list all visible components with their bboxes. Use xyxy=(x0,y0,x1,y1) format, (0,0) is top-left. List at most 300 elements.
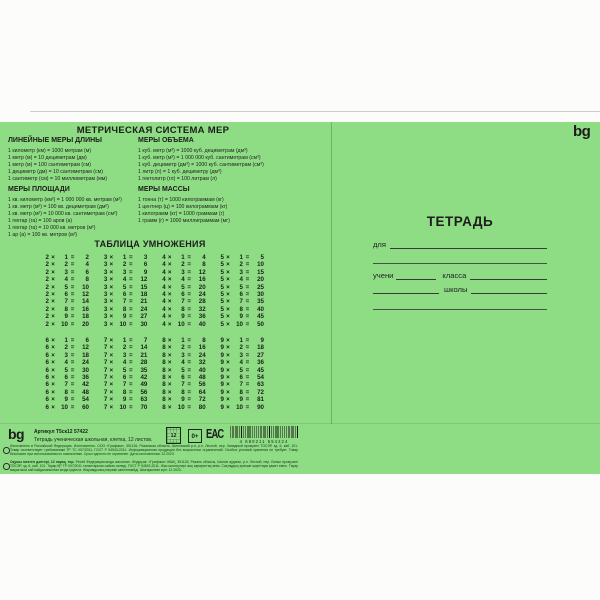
legal-lead: Оқушы мектеп дәптері, 12 парақ, тор. xyxy=(10,460,75,464)
times-sign: × xyxy=(51,276,55,284)
times-sign: × xyxy=(167,359,172,367)
factor: 2 xyxy=(45,283,49,291)
multiplication-row xyxy=(98,389,147,396)
equals-sign: = xyxy=(129,268,133,276)
times-sign: × xyxy=(51,283,55,291)
metric-conversion-line: 1 литр (л) = 1 куб. дециметру (дм³) xyxy=(138,169,222,175)
product: 15 xyxy=(257,268,264,276)
write-line xyxy=(390,239,547,249)
times-sign: × xyxy=(167,374,172,382)
factor: 9 xyxy=(220,381,224,389)
multiplier: 7 xyxy=(122,298,127,306)
factor: 9 xyxy=(220,351,224,359)
product: 24 xyxy=(82,359,89,367)
multiplier: 3 xyxy=(64,351,68,359)
multiplier: 9 xyxy=(181,313,185,321)
times-sign: × xyxy=(109,283,114,291)
multiplication-row xyxy=(157,396,206,403)
factor: 8 xyxy=(162,374,166,382)
times-sign: × xyxy=(51,320,55,328)
panel-fold-divider xyxy=(331,122,332,424)
multiplication-row xyxy=(98,374,147,381)
multiplication-row xyxy=(98,306,147,313)
multiplication-row xyxy=(157,404,206,411)
multiplier: 3 xyxy=(64,268,68,276)
multiplier: 2 xyxy=(181,344,185,352)
equals-sign: = xyxy=(129,291,133,299)
times-sign: × xyxy=(226,381,230,389)
product: 40 xyxy=(198,320,206,328)
factor: 3 xyxy=(103,305,108,313)
multiplier: 4 xyxy=(181,359,185,367)
equals-sign: = xyxy=(129,305,133,313)
paragraph-mark-icon xyxy=(3,463,10,470)
multiplication-row xyxy=(157,254,206,261)
times-sign: × xyxy=(167,344,172,352)
multiplication-row xyxy=(215,321,264,328)
product: 8 xyxy=(202,337,206,344)
factor: 8 xyxy=(162,403,166,411)
equals-sign: = xyxy=(129,374,133,382)
multiplier: 9 xyxy=(64,396,68,404)
multiplication-row xyxy=(40,298,89,305)
product: 6 xyxy=(85,268,89,276)
product: 54 xyxy=(257,374,264,382)
product: 72 xyxy=(198,396,206,404)
equals-sign: = xyxy=(245,283,250,291)
equals-sign: = xyxy=(129,261,133,269)
multiplication-row xyxy=(98,298,147,305)
equals-sign: = xyxy=(245,305,250,313)
equals-sign: = xyxy=(70,344,75,352)
times-sign: × xyxy=(51,254,55,261)
product: 49 xyxy=(140,381,148,389)
multiplier: 5 xyxy=(64,283,68,291)
legal-text-ru: Изготовлено в Российской Федерации. Изготовитель: ООО «Графика», 391126, Рязанская область, Шиловский р-н, р.п. Лесной, пер. Западный промузел ТОСЭР, зд. 6, каб. 101. Товар соответствует требованиям ТР ТС 007/2011, ГОСТ Р 54543-2011. Информационная продукция без возрастных ограничений. Особых условий хранения не требует. Товар безопасен при использовании по назначению. Срок годности не ограничен. Дата изготовления: 12.2023. xyxy=(10,444,298,456)
multiplication-row xyxy=(215,367,264,374)
times-sign: × xyxy=(226,283,230,291)
factor: 9 xyxy=(220,359,224,367)
equals-sign: = xyxy=(129,359,133,367)
product: 12 xyxy=(140,276,148,284)
product: 27 xyxy=(257,351,264,359)
factor: 8 xyxy=(162,396,166,404)
product: 20 xyxy=(82,320,89,328)
multiplier: 8 xyxy=(122,388,127,396)
factor: 6 xyxy=(45,344,49,352)
multiplier: 4 xyxy=(64,276,68,284)
metric-conversion-line: 1 тонна (т) = 1000 килограммам (кг) xyxy=(138,197,224,203)
product: 12 xyxy=(198,268,206,276)
factor: 3 xyxy=(103,320,108,328)
product: 21 xyxy=(140,298,148,306)
product: 56 xyxy=(140,388,148,396)
times-sign: × xyxy=(226,305,230,313)
product: 25 xyxy=(257,283,264,291)
multiplication-row xyxy=(40,404,89,411)
metric-conversion-line: 1 килограмм (кг) = 1000 граммам (г) xyxy=(138,211,225,217)
factor: 5 xyxy=(220,313,224,321)
factor: 7 xyxy=(103,359,108,367)
equals-sign: = xyxy=(70,320,75,328)
times-sign: × xyxy=(167,351,172,359)
multiplication-row xyxy=(40,261,89,268)
times-sign: × xyxy=(51,344,55,352)
product: 64 xyxy=(198,388,206,396)
equals-sign: = xyxy=(245,351,250,359)
factor: 4 xyxy=(162,261,166,269)
multiplier: 10 xyxy=(119,320,127,328)
times-sign: × xyxy=(51,388,55,396)
metric-section-title: МЕРЫ МАССЫ xyxy=(138,186,190,193)
metric-conversion-line: 1 куб. метр (м³) = 1000 куб. дециметрам (дм³) xyxy=(138,148,248,154)
metric-conversion-line: 1 гектар (га) = 100 аров (а) xyxy=(8,218,73,224)
factor: 2 xyxy=(45,254,49,261)
write-line xyxy=(373,284,439,294)
factor: 5 xyxy=(220,298,224,306)
product: 45 xyxy=(257,366,264,374)
product: 14 xyxy=(140,344,148,352)
factor: 7 xyxy=(103,351,108,359)
factor: 4 xyxy=(162,291,166,299)
multiplier: 4 xyxy=(181,276,185,284)
multiplication-row xyxy=(40,389,89,396)
metric-conversion-line: 1 метр (м) = 100 сантиметрам (см) xyxy=(8,162,92,168)
product: 42 xyxy=(82,381,89,389)
multiplication-row xyxy=(157,291,206,298)
equals-sign: = xyxy=(187,268,191,276)
equals-sign: = xyxy=(70,313,75,321)
factor: 9 xyxy=(220,388,224,396)
equals-sign: = xyxy=(70,374,75,382)
multiplier: 8 xyxy=(239,388,243,396)
times-sign: × xyxy=(109,313,114,321)
times-sign: × xyxy=(167,337,172,344)
times-sign: × xyxy=(51,359,55,367)
metric-section-title: ЛИНЕЙНЫЕ МЕРЫ ДЛИНЫ xyxy=(8,137,103,144)
equals-sign: = xyxy=(70,337,75,344)
multiplication-row xyxy=(40,276,89,283)
equals-sign: = xyxy=(129,283,133,291)
times-sign: × xyxy=(109,337,114,344)
write-line xyxy=(396,270,436,280)
multiplication-row xyxy=(157,367,206,374)
factor: 3 xyxy=(103,291,108,299)
metric-conversion-line: 1 центнер (ц) = 100 килограммам (кг) xyxy=(138,204,228,210)
product: 12 xyxy=(82,291,89,299)
multiplier: 7 xyxy=(64,381,68,389)
multiplication-row xyxy=(215,381,264,388)
multiplier: 7 xyxy=(239,298,243,306)
multiplier: 9 xyxy=(122,313,127,321)
multiplication-column xyxy=(157,337,206,411)
multiplication-row xyxy=(215,313,264,320)
multiplication-block-top xyxy=(40,254,264,328)
times-sign: × xyxy=(226,261,230,269)
times-sign: × xyxy=(109,366,114,374)
times-sign: × xyxy=(109,291,114,299)
product: 45 xyxy=(257,313,264,321)
equals-sign: = xyxy=(70,283,75,291)
barcode-bars-icon xyxy=(230,426,298,438)
factor: 8 xyxy=(162,388,166,396)
factor: 4 xyxy=(162,305,166,313)
times-sign: × xyxy=(51,374,55,382)
factor: 9 xyxy=(220,337,224,344)
multiplication-row xyxy=(40,306,89,313)
equals-sign: = xyxy=(129,276,133,284)
factor: 8 xyxy=(162,381,166,389)
multiplier: 2 xyxy=(181,261,185,269)
times-sign: × xyxy=(167,320,172,328)
product: 72 xyxy=(257,388,264,396)
times-sign: × xyxy=(109,396,114,404)
product: 35 xyxy=(257,298,264,306)
write-line xyxy=(471,284,547,294)
equals-sign: = xyxy=(129,366,133,374)
multiplication-row xyxy=(157,313,206,320)
product: 16 xyxy=(82,305,89,313)
for-label: для xyxy=(373,240,386,249)
factor: 8 xyxy=(162,344,166,352)
product: 80 xyxy=(198,403,206,411)
multiplier: 2 xyxy=(239,261,243,269)
metric-conversion-line: 1 дециметр (дм) = 10 сантиметрам (см) xyxy=(8,169,103,175)
multiplier: 6 xyxy=(239,374,243,382)
product: 42 xyxy=(140,374,148,382)
metric-conversion-line: 1 куб. дециметр (дм³) = 1000 куб. сантиметрам (см³) xyxy=(138,162,264,168)
factor: 5 xyxy=(220,305,224,313)
multiplication-row xyxy=(98,352,147,359)
multiplier: 10 xyxy=(177,320,185,328)
factor: 7 xyxy=(103,374,108,382)
product: 81 xyxy=(257,396,264,404)
product: 4 xyxy=(202,254,206,261)
times-sign: × xyxy=(51,351,55,359)
paragraph-mark-icon xyxy=(3,447,10,454)
multiplication-row xyxy=(215,298,264,305)
multiplication-row xyxy=(40,291,89,298)
metric-conversion-line: 1 грамм (г) = 1000 миллиграммам (мг) xyxy=(138,218,230,224)
equals-sign: = xyxy=(245,268,250,276)
metric-section-title: МЕРЫ ПЛОЩАДИ xyxy=(8,186,70,193)
times-sign: × xyxy=(226,276,230,284)
product: 21 xyxy=(140,351,148,359)
multiplication-row xyxy=(98,404,147,411)
factor: 7 xyxy=(103,403,108,411)
factor: 7 xyxy=(103,396,108,404)
product: 7 xyxy=(143,337,148,344)
product: 6 xyxy=(85,337,89,344)
product: 60 xyxy=(82,403,89,411)
product: 24 xyxy=(198,351,206,359)
factor: 8 xyxy=(162,337,166,344)
product: 90 xyxy=(257,403,264,411)
factor: 9 xyxy=(220,344,224,352)
multiplier: 6 xyxy=(122,374,127,382)
multiplier: 4 xyxy=(239,359,243,367)
equals-sign: = xyxy=(245,313,250,321)
equals-sign: = xyxy=(187,261,191,269)
product: 35 xyxy=(140,366,148,374)
factor: 9 xyxy=(220,403,224,411)
multiplication-column xyxy=(157,254,206,328)
multiplication-row xyxy=(157,389,206,396)
times-sign: × xyxy=(51,337,55,344)
factor: 3 xyxy=(103,254,108,261)
product: 2 xyxy=(85,254,89,261)
factor: 7 xyxy=(103,388,108,396)
equals-sign: = xyxy=(129,298,133,306)
product: 48 xyxy=(82,388,89,396)
product: 15 xyxy=(140,283,148,291)
product: 24 xyxy=(198,291,206,299)
product: 18 xyxy=(140,291,148,299)
multiplication-row xyxy=(215,269,264,276)
multiplier: 6 xyxy=(64,374,68,382)
factor: 7 xyxy=(103,337,108,344)
multiplication-column xyxy=(40,337,89,411)
multiplier: 4 xyxy=(239,276,243,284)
factor: 6 xyxy=(45,351,49,359)
multiplier: 5 xyxy=(239,283,243,291)
times-sign: × xyxy=(226,291,230,299)
product: 63 xyxy=(257,381,264,389)
equals-sign: = xyxy=(187,403,191,411)
product-description: Тетрадь ученическая школьная, клетка, 12 листов. xyxy=(34,437,153,443)
multiplication-row xyxy=(157,321,206,328)
multiplication-row xyxy=(40,254,89,261)
equals-sign: = xyxy=(245,403,250,411)
multiplier: 9 xyxy=(122,396,127,404)
equals-sign: = xyxy=(187,381,191,389)
factor: 3 xyxy=(103,276,108,284)
equals-sign: = xyxy=(129,337,133,344)
factor: 2 xyxy=(45,298,49,306)
factor: 8 xyxy=(162,359,166,367)
equals-sign: = xyxy=(187,374,191,382)
product: 40 xyxy=(257,305,264,313)
product: 10 xyxy=(257,261,264,269)
metric-section xyxy=(138,186,300,225)
equals-sign: = xyxy=(245,381,250,389)
multiplier: 5 xyxy=(122,283,127,291)
multiplier: 5 xyxy=(64,366,68,374)
product: 63 xyxy=(140,396,148,404)
times-sign: × xyxy=(226,313,230,321)
product: 8 xyxy=(202,261,206,269)
factor: 6 xyxy=(45,337,49,344)
equals-sign: = xyxy=(245,254,250,261)
multiplication-column xyxy=(215,337,264,411)
times-sign: × xyxy=(167,403,172,411)
multiplier: 2 xyxy=(122,344,127,352)
equals-sign: = xyxy=(129,320,133,328)
multiplication-row xyxy=(40,352,89,359)
multiplication-row xyxy=(40,367,89,374)
school-label: школы xyxy=(444,285,468,294)
equals-sign: = xyxy=(70,381,75,389)
equals-sign: = xyxy=(70,396,75,404)
barcode xyxy=(230,426,298,444)
metric-section xyxy=(8,137,136,183)
equals-sign: = xyxy=(245,291,250,299)
class-label: класса xyxy=(442,271,467,280)
form-row-for xyxy=(373,239,547,249)
multiplication-row xyxy=(98,337,147,344)
product: 18 xyxy=(82,351,89,359)
notebook-title: ТЕТРАДЬ xyxy=(426,214,494,229)
times-sign: × xyxy=(51,313,55,321)
metric-conversion-line: 1 куб. метр (м³) = 1 000 000 куб. сантиметрам (см³) xyxy=(138,155,261,161)
factor: 5 xyxy=(220,320,224,328)
factor: 2 xyxy=(45,305,49,313)
multiplier: 1 xyxy=(239,254,243,261)
multiplication-row xyxy=(157,359,206,366)
multiplier: 1 xyxy=(64,254,68,261)
multiplier: 6 xyxy=(64,291,68,299)
equals-sign: = xyxy=(245,388,250,396)
multiplier: 3 xyxy=(122,351,127,359)
multiplier: 7 xyxy=(122,381,127,389)
times-sign: × xyxy=(226,337,230,344)
times-sign: × xyxy=(109,374,114,382)
product: 36 xyxy=(257,359,264,367)
metric-conversion-line: 1 кв. метр (м²) = 100 кв. дециметрам (дм²) xyxy=(8,204,109,210)
sheets-grid-badge-icon xyxy=(166,427,181,444)
factor: 5 xyxy=(220,261,224,269)
multiplier: 6 xyxy=(181,374,185,382)
multiplication-row xyxy=(98,313,147,320)
product: 9 xyxy=(143,268,148,276)
product: 18 xyxy=(257,344,264,352)
multiplication-row xyxy=(157,298,206,305)
equals-sign: = xyxy=(187,344,191,352)
multiplier: 1 xyxy=(122,337,127,344)
equals-sign: = xyxy=(70,261,75,269)
multiplier: 3 xyxy=(239,351,243,359)
equals-sign: = xyxy=(187,313,191,321)
multiplication-row xyxy=(98,367,147,374)
equals-sign: = xyxy=(129,344,133,352)
factor: 6 xyxy=(45,388,49,396)
factor: 4 xyxy=(162,268,166,276)
factor: 8 xyxy=(162,366,166,374)
product: 5 xyxy=(260,254,264,261)
multiplier: 6 xyxy=(181,291,185,299)
multiplication-row xyxy=(215,352,264,359)
times-sign: × xyxy=(167,381,172,389)
age-rating-text: 0+ xyxy=(191,432,199,440)
times-sign: × xyxy=(226,298,230,306)
equals-sign: = xyxy=(70,254,75,261)
write-line xyxy=(470,270,547,280)
equals-sign: = xyxy=(129,396,133,404)
equals-sign: = xyxy=(187,388,191,396)
multiplier: 10 xyxy=(61,403,68,411)
multiplier: 6 xyxy=(239,291,243,299)
barcode-digits: 4 680211 554224 xyxy=(239,438,289,444)
product: 32 xyxy=(198,359,206,367)
factor: 9 xyxy=(220,366,224,374)
equals-sign: = xyxy=(70,403,75,411)
multiplier: 10 xyxy=(236,320,243,328)
product: 8 xyxy=(85,276,89,284)
times-sign: × xyxy=(109,403,114,411)
form-row-school xyxy=(373,284,547,294)
multiplication-row xyxy=(157,261,206,268)
product: 50 xyxy=(257,320,264,328)
